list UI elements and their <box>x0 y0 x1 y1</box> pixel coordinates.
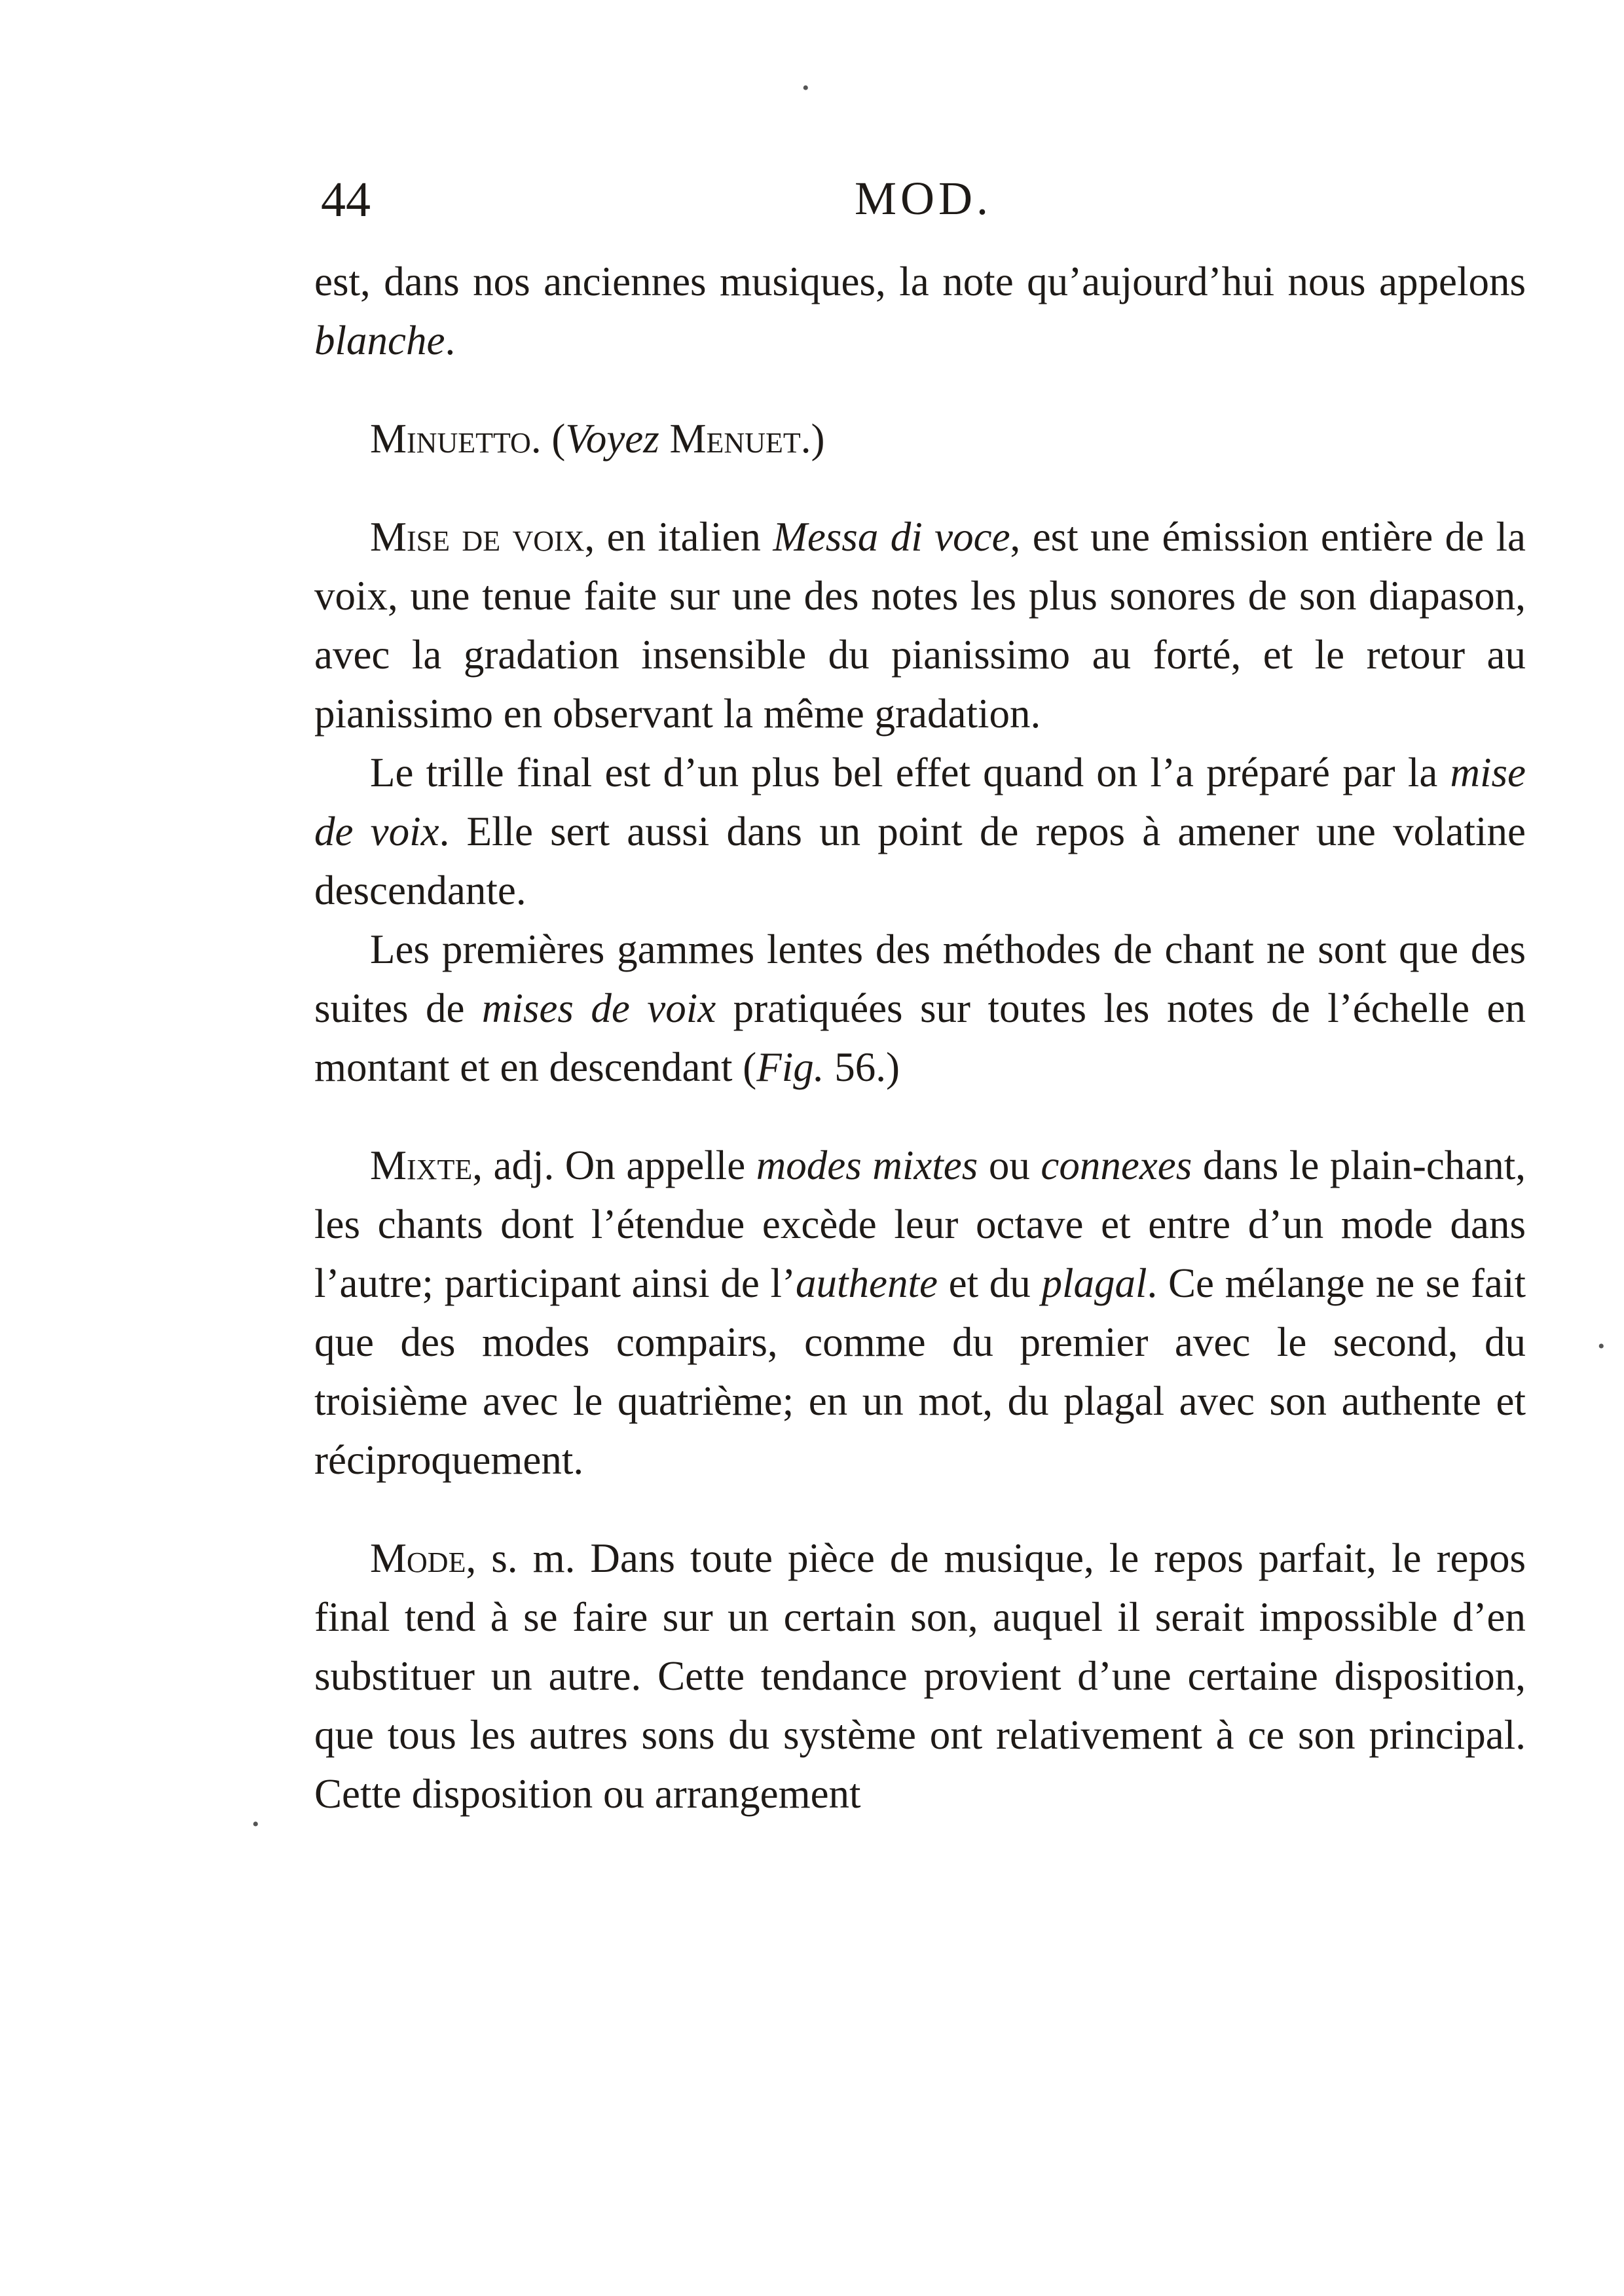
ink-speck: • <box>252 1813 259 1835</box>
italic-term: plagal <box>1041 1260 1147 1306</box>
text: , est une émission entière de la voix, une tenue faite sur une des notes les plus sonores de son diapason, avec la gradation insensible du pianissimo au forté, et le retour au pianissimo en observant la même gradation. <box>314 514 1526 737</box>
italic-term: authente <box>795 1260 938 1306</box>
entry-minuetto <box>314 409 1526 468</box>
text: Le trille final est d’un plus bel effet quand on l’a préparé par la <box>370 750 1450 795</box>
ink-speck: • <box>802 77 809 99</box>
italic-term: mises de voix <box>481 985 716 1031</box>
entry-mise-de-voix-paragraph-3 <box>314 920 1526 1097</box>
entry-mode <box>314 1529 1526 1823</box>
headword: Mixte <box>370 1142 473 1188</box>
text: , s. m. Dans toute pièce de musique, le repos parfait, le repos final tend à se faire sur un certain son, auquel il serait impossible d’en substituer un autre. Cette tendance provient d’une certaine disposition, que tous les autres sons du système ont relativement à ce son principal. Cette disposition ou arrangement <box>314 1535 1526 1817</box>
cross-ref-target: Menuet <box>669 416 801 462</box>
italic-term: mise de voix <box>314 750 1526 854</box>
text: . <box>445 318 456 363</box>
text: et du <box>937 1260 1042 1306</box>
text: .) <box>800 416 825 462</box>
entry-mise-de-voix-paragraph-2 <box>314 743 1526 920</box>
text: Les premières gammes lentes des méthodes de chant ne sont que des suites de <box>314 926 1526 1031</box>
entry-mixte <box>314 1136 1526 1489</box>
cross-ref-voyez: Voyez <box>565 416 659 462</box>
entry-mise-de-voix <box>314 507 1526 743</box>
text <box>659 416 670 462</box>
text: pratiquées sur toutes les notes de l’échelle en montant et en descendant ( <box>314 985 1526 1090</box>
entry-minime-continuation <box>314 252 1526 370</box>
text: . Ce mélange ne se fait que des modes compairs, comme du premier avec le second, du troisième avec le quatrième; en un mot, du plagal avec son authente et réciproquement. <box>314 1260 1526 1483</box>
italic-term: Messa di voce <box>773 514 1010 560</box>
running-head: MOD. <box>854 172 992 225</box>
text: , adj. On appelle <box>472 1142 756 1188</box>
ink-speck: • <box>1598 1336 1605 1357</box>
page-number: 44 <box>321 172 371 227</box>
italic-term: connexes <box>1041 1142 1192 1188</box>
text: , en italien <box>584 514 773 560</box>
italic-term: modes mixtes <box>756 1142 978 1188</box>
text: est, dans nos anciennes musiques, la note qu’aujourd’hui nous appelons <box>314 259 1526 304</box>
headword: Mise de voix <box>370 514 585 560</box>
italic-term: blanche <box>314 318 445 363</box>
page-body <box>314 252 1526 1823</box>
text: 56.) <box>824 1044 900 1090</box>
text: ou <box>978 1142 1041 1188</box>
text: ( <box>541 416 566 462</box>
text: dans le plain-chant, les chants dont l’étendue excède leur octave et entre d’un mode dans l’autre; participant ainsi de l’ <box>314 1142 1526 1306</box>
figure-ref: Fig. <box>756 1044 824 1090</box>
headword: Mode <box>370 1535 466 1581</box>
text: . Elle sert aussi dans un point de repos à amener une volatine descendante. <box>314 809 1526 913</box>
headword: Minuetto. <box>370 416 542 462</box>
page-header <box>321 172 1526 230</box>
